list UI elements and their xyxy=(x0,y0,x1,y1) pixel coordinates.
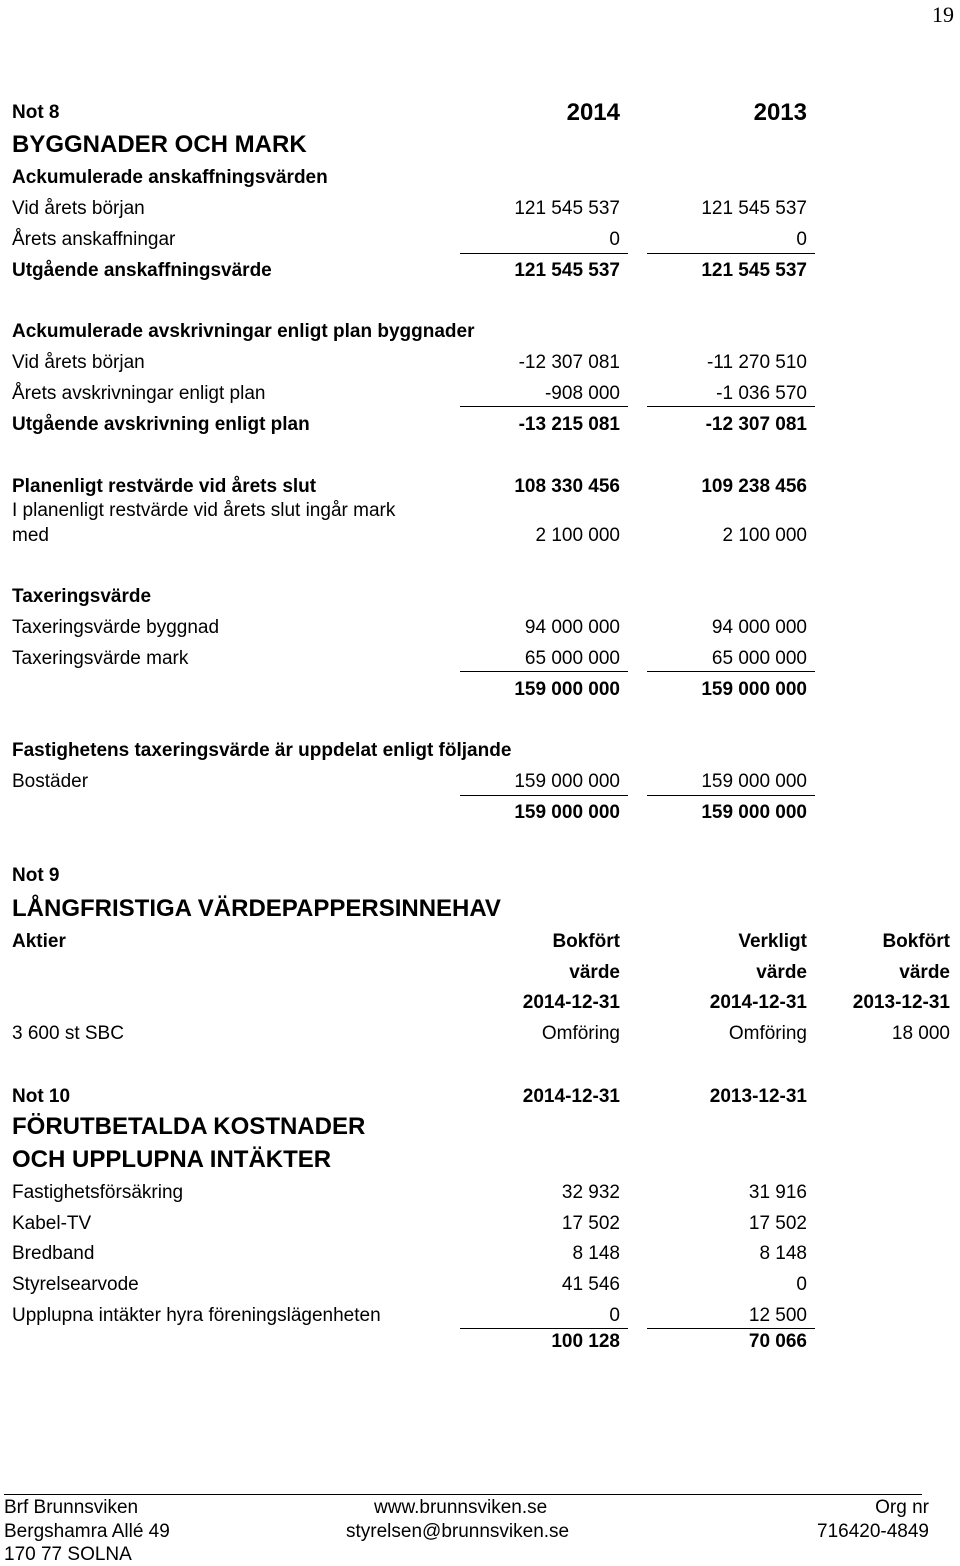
total-2013: 70 066 xyxy=(748,1331,807,1352)
total-2014: 159 000 000 xyxy=(514,679,620,700)
value-2014: 94 000 000 xyxy=(524,617,620,638)
value-2014: 41 546 xyxy=(561,1274,620,1295)
note9-header-row3 xyxy=(12,992,952,1016)
footer-line1 xyxy=(4,1497,929,1521)
value-2013: 94 000 000 xyxy=(711,617,807,638)
restvarde-row xyxy=(12,476,952,500)
total-row xyxy=(12,679,952,703)
total-2013: 121 545 537 xyxy=(701,260,807,281)
value-2013: 31 916 xyxy=(748,1182,807,1203)
table-row xyxy=(12,648,952,672)
table-row xyxy=(12,198,952,222)
footer-line3 xyxy=(4,1544,929,1563)
row-label: Fastighetsförsäkring xyxy=(12,1182,184,1203)
total-2013: 159 000 000 xyxy=(701,802,807,823)
restvarde-2014: 108 330 456 xyxy=(514,476,620,497)
page-number: 19 xyxy=(932,2,954,27)
underline xyxy=(647,406,815,407)
col3-header-line1: Bokfört xyxy=(882,931,950,952)
row-label: 3 600 st SBC xyxy=(12,1023,124,1044)
value-2014: 0 xyxy=(609,1305,620,1326)
value-2014: -12 307 081 xyxy=(518,352,620,373)
table-row xyxy=(12,1213,952,1237)
total-2014: 159 000 000 xyxy=(514,802,620,823)
table-row xyxy=(12,1023,952,1047)
row-label: Taxeringsvärde mark xyxy=(12,648,189,669)
total-2014: 121 545 537 xyxy=(514,260,620,281)
underline xyxy=(647,253,815,254)
value-2014: 0 xyxy=(609,229,620,250)
col3-header-date: 2013-12-31 xyxy=(852,992,950,1013)
anskaff-heading: Ackumulerade anskaffningsvärden xyxy=(12,167,328,188)
footer-divider xyxy=(4,1494,922,1495)
underline xyxy=(647,671,815,672)
total-row xyxy=(12,802,952,826)
note9-title: LÅNGFRISTIGA VÄRDEPAPPERSINNEHAV xyxy=(12,895,501,922)
table-row xyxy=(12,617,952,641)
value-2013: 17 502 xyxy=(748,1213,807,1234)
col2-header-line1: Verkligt xyxy=(738,931,807,952)
note9-header-row1 xyxy=(12,931,952,955)
value-col2: Omföring xyxy=(728,1023,807,1044)
restvarde-2013: 109 238 456 xyxy=(701,476,807,497)
value-2014: 32 932 xyxy=(561,1182,620,1203)
underline xyxy=(647,795,815,796)
col1-header-line2: värde xyxy=(569,962,620,983)
split-heading: Fastighetens taxeringsvärde är uppdelat enligt följande xyxy=(12,740,512,761)
value-col1: Omföring xyxy=(541,1023,620,1044)
footer-org-name: Brf Brunnsviken xyxy=(4,1497,139,1518)
note10-date1: 2014-12-31 xyxy=(522,1086,620,1107)
note9-label: Not 9 xyxy=(12,865,60,886)
col2-header-line2: värde xyxy=(756,962,807,983)
note8-label: Not 8 xyxy=(12,102,60,123)
total-row xyxy=(12,414,952,438)
value-2014: 65 000 000 xyxy=(524,648,620,669)
note10-date2: 2013-12-31 xyxy=(709,1086,807,1107)
col2-header-date: 2014-12-31 xyxy=(709,992,807,1013)
total-2014: -13 215 081 xyxy=(518,414,620,435)
value-2014: 121 545 537 xyxy=(514,198,620,219)
total-row xyxy=(12,260,952,284)
row-label: Bostäder xyxy=(12,771,89,792)
footer-orgnr-label: Org nr xyxy=(875,1497,929,1518)
value-2014: 159 000 000 xyxy=(514,771,620,792)
note8-title: BYGGNADER OCH MARK xyxy=(12,131,307,158)
footer-postal: 170 77 SOLNA xyxy=(4,1544,132,1565)
note10-header-row xyxy=(12,1086,952,1110)
value-2013: 12 500 xyxy=(748,1305,807,1326)
underline xyxy=(460,1328,628,1329)
row-label: Kabel-TV xyxy=(12,1213,92,1234)
col1-header-line1: Bokfört xyxy=(552,931,620,952)
value-2013: 0 xyxy=(796,229,807,250)
footer-address: Bergshamra Allé 49 xyxy=(4,1521,170,1542)
total-2013: -12 307 081 xyxy=(705,414,807,435)
tax-heading: Taxeringsvärde xyxy=(12,586,152,607)
value-2014: -908 000 xyxy=(544,383,620,404)
value-2013: 8 148 xyxy=(759,1243,807,1264)
underline xyxy=(647,1328,815,1329)
mark-2014: 2 100 000 xyxy=(535,525,620,546)
aktier-label: Aktier xyxy=(12,931,66,952)
value-2013: -1 036 570 xyxy=(716,383,807,404)
table-row xyxy=(12,1305,952,1329)
table-row xyxy=(12,383,952,407)
row-label: Vid årets början xyxy=(12,352,145,373)
mark-2013: 2 100 000 xyxy=(722,525,807,546)
note10-title-line2: OCH UPPLUPNA INTÄKTER xyxy=(12,1146,332,1173)
total-row xyxy=(12,1331,952,1355)
total-2014: 100 128 xyxy=(551,1331,620,1352)
value-2013: 0 xyxy=(796,1274,807,1295)
table-row xyxy=(12,1182,952,1206)
mark-label-line1: I planenligt restvärde vid årets slut ingår mark xyxy=(12,500,396,521)
row-label: Vid årets början xyxy=(12,198,145,219)
underline xyxy=(460,795,628,796)
avskr-heading: Ackumulerade avskrivningar enligt plan byggnader xyxy=(12,321,475,342)
table-row xyxy=(12,352,952,376)
value-2013: -11 270 510 xyxy=(706,352,807,373)
note10-title-line1: FÖRUTBETALDA KOSTNADER xyxy=(12,1113,366,1140)
underline xyxy=(460,253,628,254)
table-row xyxy=(12,1243,952,1267)
table-row xyxy=(12,1274,952,1298)
note8-header-row xyxy=(12,99,952,126)
value-col3: 18 000 xyxy=(891,1023,950,1044)
note9-header-row2 xyxy=(12,962,952,986)
mark-label-line2: med xyxy=(12,525,49,546)
note8-year1: 2014 xyxy=(566,99,620,126)
value-2013: 159 000 000 xyxy=(701,771,807,792)
row-label: Bredband xyxy=(12,1243,95,1264)
total-2013: 159 000 000 xyxy=(701,679,807,700)
row-label: Årets anskaffningar xyxy=(12,229,176,250)
row-label: Styrelsearvode xyxy=(12,1274,139,1295)
col3-header-line2: värde xyxy=(899,962,950,983)
value-2014: 8 148 xyxy=(572,1243,620,1264)
total-label: Utgående avskrivning enligt plan xyxy=(12,414,310,435)
table-row xyxy=(12,229,952,253)
value-2013: 65 000 000 xyxy=(711,648,807,669)
value-2014: 17 502 xyxy=(561,1213,620,1234)
col1-header-date: 2014-12-31 xyxy=(522,992,620,1013)
footer-line2 xyxy=(4,1521,929,1545)
note10-label: Not 10 xyxy=(12,1086,71,1107)
total-label: Utgående anskaffningsvärde xyxy=(12,260,272,281)
table-row xyxy=(12,771,952,795)
footer-orgnr: 716420-4849 xyxy=(817,1521,929,1542)
mark-row xyxy=(12,525,952,549)
note8-year2: 2013 xyxy=(753,99,807,126)
restvarde-label: Planenligt restvärde vid årets slut xyxy=(12,476,317,497)
row-label: Taxeringsvärde byggnad xyxy=(12,617,220,638)
value-2013: 121 545 537 xyxy=(701,198,807,219)
row-label: Årets avskrivningar enligt plan xyxy=(12,383,266,404)
row-label: Upplupna intäkter hyra föreningslägenheten xyxy=(12,1305,381,1326)
footer-email-link[interactable]: styrelsen@brunnsviken.se xyxy=(346,1521,570,1542)
underline xyxy=(460,671,628,672)
underline xyxy=(460,406,628,407)
footer-website-link[interactable]: www.brunnsviken.se xyxy=(374,1497,548,1518)
